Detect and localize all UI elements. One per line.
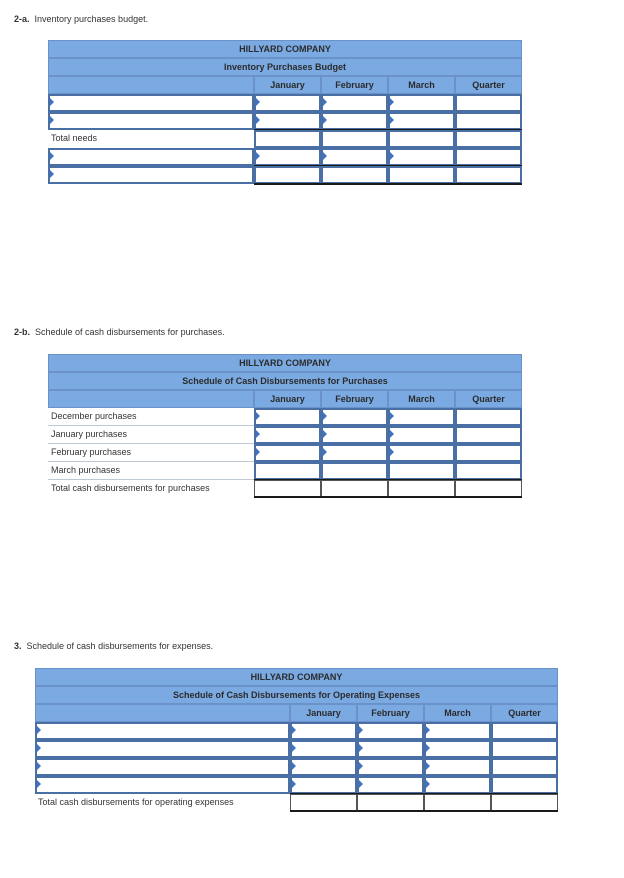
january-purchases-march-input[interactable] (388, 426, 455, 444)
column-header-march: March (388, 390, 455, 408)
label-column-header (35, 704, 290, 722)
december-purchases-january-input[interactable] (254, 408, 321, 426)
section-b-caption (14, 327, 225, 337)
table-title: Schedule of Cash Disbursements for Operating Expenses (35, 686, 558, 704)
total-needs-quarter-input[interactable] (455, 130, 522, 148)
expense-row-4-march-input[interactable] (424, 776, 491, 794)
january-purchases-february-input[interactable] (321, 426, 388, 444)
expense-row-3-february-input[interactable] (357, 758, 424, 776)
inventory-purchases-budget-table (48, 40, 522, 185)
march-purchases-march-input[interactable] (388, 462, 455, 480)
row-4-february-input[interactable] (321, 148, 388, 166)
table-title: Inventory Purchases Budget (48, 58, 522, 76)
total-rule (290, 810, 558, 812)
section-c-caption-text: Schedule of cash disbursements for expenses. (26, 641, 214, 651)
row-5-label-input[interactable] (48, 166, 254, 184)
expense-row-1-february-input[interactable] (357, 722, 424, 740)
december-purchases-label: December purchases (48, 408, 254, 426)
row-4-quarter-input[interactable] (455, 148, 522, 166)
january-purchases-quarter-input[interactable] (455, 426, 522, 444)
row-2-march-input[interactable] (388, 112, 455, 130)
column-header-february: February (321, 76, 388, 94)
section-b-number: 2-b. (14, 327, 31, 337)
expense-row-3-january-input[interactable] (290, 758, 357, 776)
total-needs-january-input[interactable] (254, 130, 321, 148)
section-a-caption-text: Inventory purchases budget. (34, 14, 149, 24)
row-4-label-input[interactable] (48, 148, 254, 166)
column-header-quarter: Quarter (455, 76, 522, 94)
row-2-label-input[interactable] (48, 112, 254, 130)
row-1-label-input[interactable] (48, 94, 254, 112)
row-2-quarter-input[interactable] (455, 112, 522, 130)
expense-row-4-quarter-input[interactable] (491, 776, 558, 794)
february-purchases-march-input[interactable] (388, 444, 455, 462)
column-header-january: January (254, 390, 321, 408)
column-header-quarter: Quarter (455, 390, 522, 408)
january-purchases-january-input[interactable] (254, 426, 321, 444)
row-1-march-input[interactable] (388, 94, 455, 112)
row-2-february-input[interactable] (321, 112, 388, 130)
row-5-february-input[interactable] (321, 166, 388, 184)
section-b-caption-text: Schedule of cash disbursements for purchases. (35, 327, 225, 337)
row-1-january-input[interactable] (254, 94, 321, 112)
march-purchases-february-input[interactable] (321, 462, 388, 480)
column-header-march: March (388, 76, 455, 94)
december-purchases-quarter-input[interactable] (455, 408, 522, 426)
total-rule (254, 183, 522, 185)
december-purchases-march-input[interactable] (388, 408, 455, 426)
expense-row-4-january-input[interactable] (290, 776, 357, 794)
label-column-header (48, 76, 254, 94)
march-purchases-label: March purchases (48, 462, 254, 480)
row-4-january-input[interactable] (254, 148, 321, 166)
december-purchases-february-input[interactable] (321, 408, 388, 426)
february-purchases-label: February purchases (48, 444, 254, 462)
table-title: Schedule of Cash Disbursements for Purchases (48, 372, 522, 390)
section-c-caption (14, 641, 213, 651)
expense-row-4-february-input[interactable] (357, 776, 424, 794)
company-name: HILLYARD COMPANY (35, 668, 558, 686)
section-c-number: 3. (14, 641, 22, 651)
march-purchases-january-input[interactable] (254, 462, 321, 480)
total-needs-label: Total needs (48, 130, 254, 148)
february-purchases-january-input[interactable] (254, 444, 321, 462)
company-name: HILLYARD COMPANY (48, 354, 522, 372)
total-rule (254, 496, 522, 498)
total-cash-disbursements-expenses-label: Total cash disbursements for operating expenses (35, 794, 290, 812)
company-name: HILLYARD COMPANY (48, 40, 522, 58)
expense-row-1-label-input[interactable] (35, 722, 290, 740)
row-5-march-input[interactable] (388, 166, 455, 184)
total-cash-disbursements-purchases-label: Total cash disbursements for purchases (48, 480, 254, 498)
row-5-january-input[interactable] (254, 166, 321, 184)
expense-row-3-label-input[interactable] (35, 758, 290, 776)
row-4-march-input[interactable] (388, 148, 455, 166)
total-needs-february-input[interactable] (321, 130, 388, 148)
expense-row-1-march-input[interactable] (424, 722, 491, 740)
january-purchases-label: January purchases (48, 426, 254, 444)
label-column-header (48, 390, 254, 408)
total-needs-march-input[interactable] (388, 130, 455, 148)
row-2-january-input[interactable] (254, 112, 321, 130)
expense-row-4-label-input[interactable] (35, 776, 290, 794)
expense-row-3-quarter-input[interactable] (491, 758, 558, 776)
expense-row-2-february-input[interactable] (357, 740, 424, 758)
expense-row-2-march-input[interactable] (424, 740, 491, 758)
march-purchases-quarter-input[interactable] (455, 462, 522, 480)
column-header-february: February (357, 704, 424, 722)
column-header-january: January (290, 704, 357, 722)
february-purchases-quarter-input[interactable] (455, 444, 522, 462)
column-header-march: March (424, 704, 491, 722)
expense-row-2-quarter-input[interactable] (491, 740, 558, 758)
column-header-quarter: Quarter (491, 704, 558, 722)
cash-disbursements-purchases-table (48, 354, 522, 498)
expense-row-2-january-input[interactable] (290, 740, 357, 758)
row-5-quarter-input[interactable] (455, 166, 522, 184)
expense-row-1-quarter-input[interactable] (491, 722, 558, 740)
expense-row-3-march-input[interactable] (424, 758, 491, 776)
cash-disbursements-operating-expenses-table (35, 668, 558, 812)
row-1-quarter-input[interactable] (455, 94, 522, 112)
column-header-february: February (321, 390, 388, 408)
february-purchases-february-input[interactable] (321, 444, 388, 462)
row-1-february-input[interactable] (321, 94, 388, 112)
section-a-number: 2-a. (14, 14, 30, 24)
expense-row-2-label-input[interactable] (35, 740, 290, 758)
expense-row-1-january-input[interactable] (290, 722, 357, 740)
section-a-caption (14, 14, 148, 24)
column-header-january: January (254, 76, 321, 94)
